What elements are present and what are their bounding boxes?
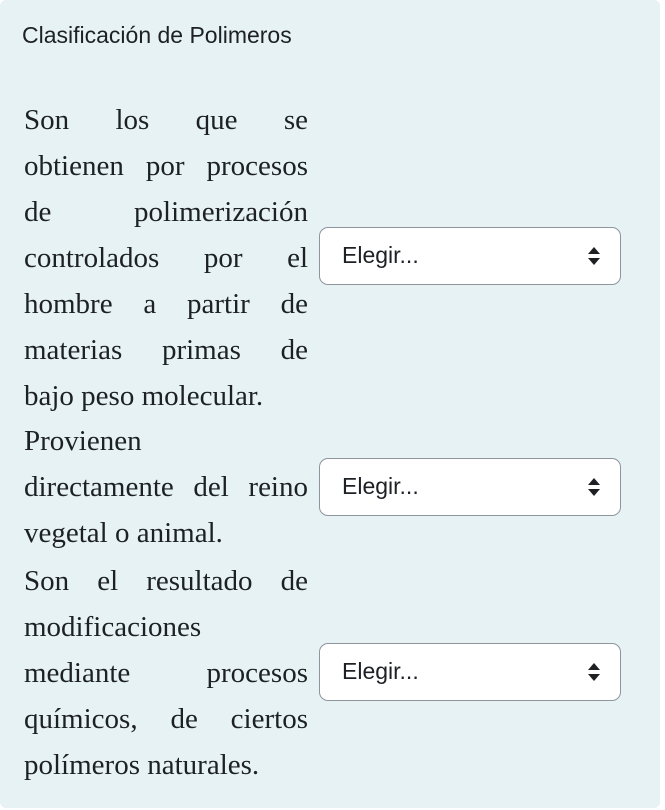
stem-line: materias primas de: [24, 334, 308, 366]
stem-line: vegetal o animal.: [24, 517, 223, 549]
select-value: Elegir...: [342, 658, 419, 684]
match-stem-1: [24, 97, 308, 419]
stem-line: mediante procesos: [24, 657, 308, 689]
stem-line: directamente del reino: [24, 471, 308, 503]
answer-select-3[interactable]: [319, 643, 621, 701]
stem-line: obtienen por procesos: [24, 150, 308, 182]
stem-line: Son el resultado de: [24, 565, 308, 597]
stem-line: bajo peso molecular.: [24, 380, 264, 412]
answer-select-1[interactable]: [319, 227, 621, 285]
up-down-caret-icon: [587, 246, 601, 266]
stem-line: polímeros naturales.: [24, 749, 260, 781]
select-value: Elegir...: [342, 242, 419, 268]
stem-line: Provienen: [24, 425, 142, 457]
match-stem-3: [24, 558, 308, 788]
question-title: Clasificación de Polimeros: [22, 22, 292, 48]
stem-line: controlados por el: [24, 242, 308, 274]
stem-line: de polimerización: [24, 196, 308, 228]
stem-line: modificaciones: [24, 611, 202, 643]
match-stem-2: [24, 418, 308, 556]
answer-select-2[interactable]: [319, 458, 621, 516]
stem-line: Son los que se: [24, 104, 308, 136]
stem-line: hombre a partir de: [24, 288, 308, 320]
up-down-caret-icon: [587, 662, 601, 682]
up-down-caret-icon: [587, 477, 601, 497]
stem-line: químicos, de ciertos: [24, 703, 308, 735]
select-value: Elegir...: [342, 473, 419, 499]
